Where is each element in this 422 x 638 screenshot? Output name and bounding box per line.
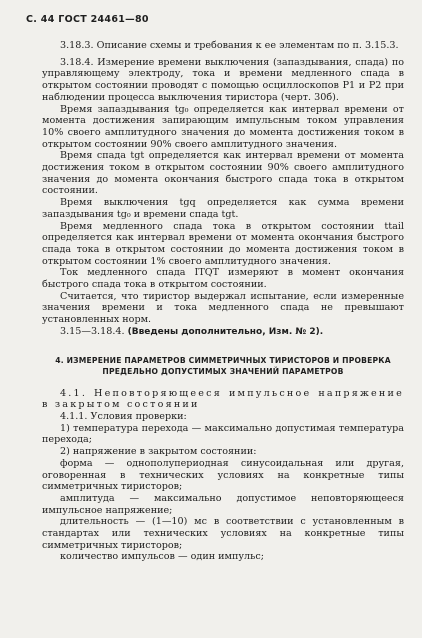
page-header: С. 44 ГОСТ 24461—80 bbox=[26, 14, 149, 25]
condition-amplitude: амплитуда — максимально допустимое неповторяющееся импульсное напряжение; bbox=[42, 492, 404, 516]
paragraph-pass-criteria: Считается, что тиристор выдержал испытание, если измеренные значения времени и тока медленного спада не превышают установленных норм. bbox=[42, 290, 404, 326]
condition-duration: длительность — (1—10) мс в соответствии с установленным в стандартах или технических условиях на конкретные типы симметричных тиристоров; bbox=[42, 516, 404, 551]
amendment-text: (Введены дополнительно, Изм. № 2). bbox=[127, 326, 324, 337]
condition-1: 1) температура перехода — максимально допустимая температура перехода; bbox=[42, 422, 404, 446]
paragraph-3-18-4: 3.18.4. Измерение времени выключения (запаздывания, спада) по управляющему электроду, тока и времени медленного спада в открытом состоянии проводят с помощью осциллоскопов Р1 и Р2 при наблюдении процесса выключения тиристора (черт. 30б). bbox=[42, 56, 404, 103]
paragraph-3-18-3: 3.18.3. Описание схемы и требования к ее элементам по п. 3.15.3. bbox=[60, 40, 399, 51]
clause-4-1-1: 4.1.1. Условия проверки: bbox=[60, 410, 187, 422]
document-body bbox=[42, 40, 404, 563]
paragraph-tail-current: Ток медленного спада ITQT измеряют в момент окончания быстрого спада тока в открытом состоянии. bbox=[42, 267, 404, 291]
clause-4-1-title: 4.1. Неповторяющееся импульсное напряжение в закрытом состоянии bbox=[42, 387, 404, 411]
amendment-note bbox=[42, 326, 404, 339]
paragraph-turn-off-time: Время выключения tgq определяется как сумма времени запаздывания tg₀ и времени спада tgt. bbox=[42, 197, 404, 220]
condition-form: форма — однополупериодная синусоидальная или другая, оговоренная в технических условиях на конкретные типы симметричных тиристоров; bbox=[42, 457, 404, 493]
paragraph-tail-time: Время медленного спада тока в открытом состоянии ttail определяется как интервал времени от момента окончания быстрого спада тока в открытом состоянии до момента достижения током в открытом состоянии 1% своего амплитудного значения. bbox=[42, 220, 404, 267]
paragraph-delay-time: Время запаздывания tg₀ определяется как интервал времени от момента достижения запирающим импульсным током управления 10% своего амплитудного значения до момента достижения током в открытом состоянии 90% своего амплитудного значения. bbox=[42, 103, 404, 150]
amendment-range: 3.15—3.18.4. bbox=[60, 325, 125, 337]
condition-2: 2) напряжение в закрытом состоянии: bbox=[60, 446, 257, 458]
section-4-title: 4. ИЗМЕРЕНИЕ ПАРАМЕТРОВ СИММЕТРИЧНЫХ ТИРИСТОРОВ И ПРОВЕРКА ПРЕДЕЛЬНО ДОПУСТИМЫХ ЗНАЧЕНИЙ ПАРАМЕТРОВ bbox=[55, 355, 391, 376]
paragraph-fall-time: Время спада tgt определяется как интервал времени от момента достижения током в открытом состоянии 90% своего амплитудного значения до момента окончания быстрого спада тока в открытом состоянии. bbox=[42, 150, 404, 197]
condition-pulse-count: количество импульсов — один импульс; bbox=[60, 551, 264, 563]
